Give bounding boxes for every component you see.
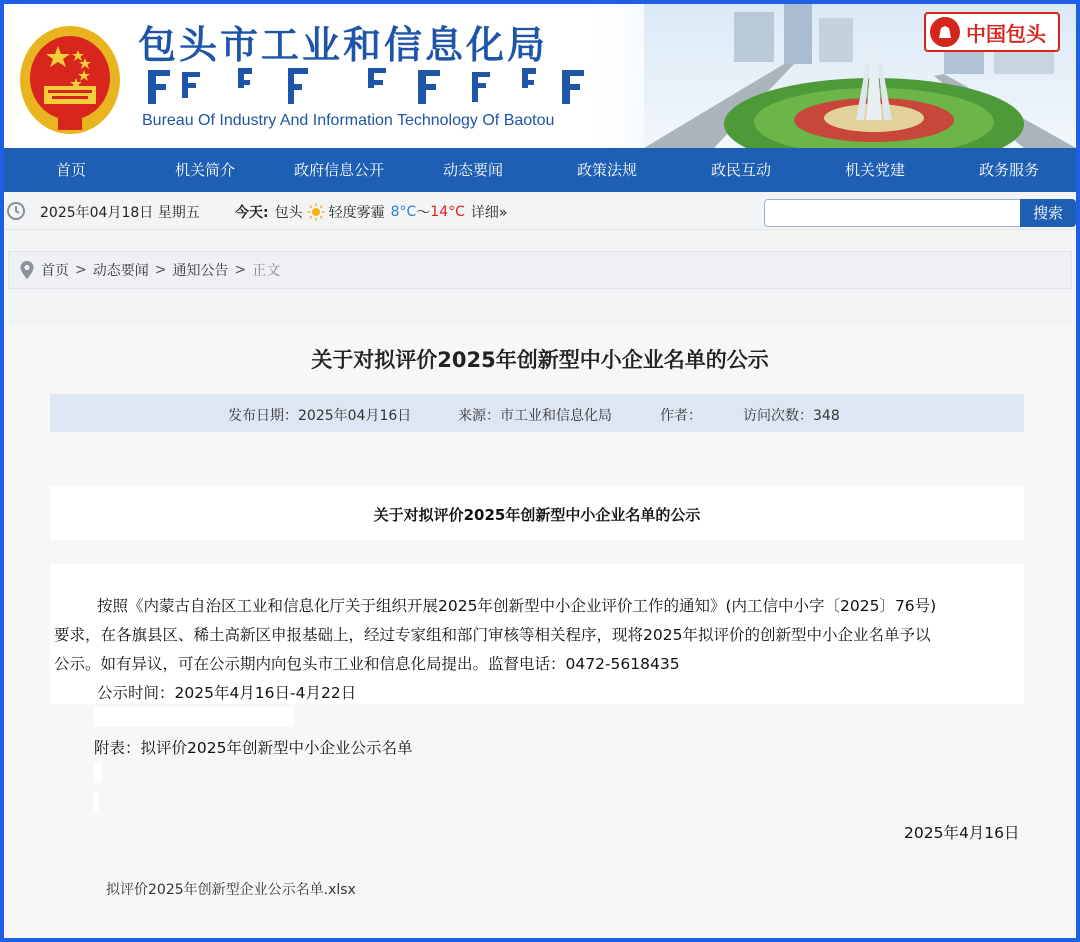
inner-title: 关于对拟评价2025年创新型中小企业名单的公示 — [373, 506, 701, 524]
weather-condition: 轻度雾霾 — [328, 205, 385, 221]
breadcrumb-news[interactable]: 动态要闻 — [92, 263, 149, 279]
paragraph-line: 按照《内蒙古自治区工业和信息化厅关于组织开展2025年创新型中小企业评价工作的通知》(内工信中小字〔2025〕76号) — [97, 597, 937, 615]
nav-item-about[interactable]: 机关简介 — [174, 161, 235, 179]
blank-line — [94, 763, 102, 783]
nav-item-policy[interactable]: 政策法规 — [576, 161, 637, 179]
national-emblem-icon — [18, 24, 122, 136]
search-button[interactable]: 搜索 — [1020, 199, 1076, 227]
breadcrumb-separator: > — [234, 262, 247, 278]
main-nav — [4, 148, 1076, 192]
signature-date: 2025年4月16日 — [904, 824, 1020, 842]
article-body — [50, 564, 1024, 704]
nav-item-news[interactable]: 动态要闻 — [442, 161, 503, 179]
breadcrumb-notices[interactable]: 通知公告 — [172, 263, 229, 279]
article-paragraph — [50, 592, 1024, 708]
clock-icon — [6, 201, 26, 221]
site-header — [4, 4, 1076, 148]
attachment-label: 附表：拟评价2025年创新型中小企业公示名单 — [94, 739, 413, 757]
visit-count: 访问次数：348 — [743, 408, 840, 424]
breadcrumb-home[interactable]: 首页 — [41, 263, 69, 279]
publish-date: 发布日期：2025年04月16日 — [228, 408, 412, 424]
blank-line — [94, 707, 294, 727]
weather-widget — [235, 202, 507, 222]
paragraph-line: 要求，在各旗县区、稀土高新区申报基础上，经过专家组和部门审核等相关程序，现将2025年拟评价的创新型中小企业名单予以 — [54, 626, 931, 644]
china-baotou-logo[interactable] — [924, 12, 1060, 52]
nav-item-services[interactable]: 政务服务 — [978, 161, 1039, 179]
nav-item-home[interactable]: 首页 — [55, 161, 86, 179]
breadcrumb-separator: > — [75, 262, 87, 278]
current-date: 2025年04月18日 星期五 — [40, 205, 200, 221]
nav-item-gov-info[interactable]: 政府信息公开 — [293, 161, 384, 179]
inner-title-box — [50, 486, 1024, 540]
article-source: 来源：市工业和信息化局 — [458, 408, 612, 424]
article-author: 作者： — [660, 408, 702, 424]
temp-low: 8°C — [390, 204, 417, 220]
attachment-file-link[interactable]: 拟评价2025年创新型企业公示名单.xlsx — [106, 882, 356, 898]
search-input[interactable] — [764, 199, 1022, 227]
site-title: 包头市工业和信息化局 — [138, 23, 549, 67]
china-baotou-logo-text: 中国包头 — [966, 21, 1046, 46]
china-baotou-logo-icon — [930, 17, 960, 47]
weather-details-link[interactable]: 详细» — [470, 205, 508, 221]
breadcrumb-current: 正文 — [252, 263, 281, 279]
temp-high: 14°C — [430, 204, 465, 220]
info-bar — [4, 192, 1076, 230]
mongolian-script-title — [142, 62, 592, 106]
article-title: 关于对拟评价2025年创新型中小企业名单的公示 — [311, 348, 769, 372]
temp-separator: ～ — [416, 205, 431, 221]
breadcrumb-separator: > — [154, 262, 167, 278]
paragraph-line: 公示。如有异议，可在公示期内向包头市工业和信息化局提出。监督电话：0472-5618435 — [54, 655, 680, 673]
breadcrumb — [8, 251, 1072, 289]
article-container — [4, 326, 1076, 938]
nav-item-interaction[interactable]: 政民互动 — [710, 161, 771, 179]
page-frame — [4, 4, 1076, 938]
weather-city: 包头 — [274, 205, 303, 221]
site-subtitle: Bureau Of Industry And Information Technology Of Baotou — [142, 112, 555, 129]
blank-line — [94, 791, 98, 811]
today-label: 今天: — [235, 205, 269, 221]
publicity-period: 公示时间：2025年4月16日-4月22日 — [97, 684, 357, 702]
article-meta-bar — [50, 394, 1024, 432]
nav-item-party[interactable]: 机关党建 — [844, 161, 905, 179]
location-pin-icon — [19, 260, 35, 280]
sun-icon — [307, 203, 325, 221]
